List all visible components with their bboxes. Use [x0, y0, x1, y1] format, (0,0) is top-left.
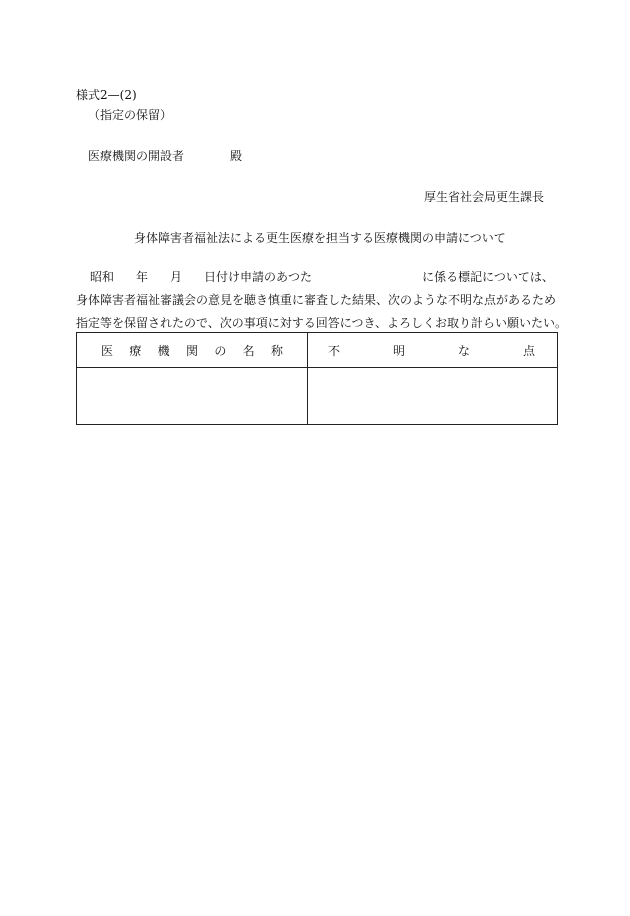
form-subtitle: （指定の保留） — [88, 108, 173, 122]
addressee-label: 医療機関の開設者 — [88, 149, 185, 163]
form-number: 様式2—(2) — [76, 88, 137, 102]
body-line-3: 指定等を保留されたので、次の事項に対する回答につき、よろしくお取り計らい願いたい。 — [76, 316, 568, 330]
header-char: 明 — [392, 343, 405, 358]
addressee — [88, 148, 242, 164]
era-label: 昭和 — [90, 270, 115, 284]
header-char: な — [457, 343, 470, 358]
date-phrase: 日付け申請のあつた — [204, 270, 313, 284]
header-char: 関 — [185, 343, 198, 358]
inquiry-table — [76, 332, 558, 425]
header-char: 療 — [129, 343, 142, 358]
table-row — [77, 368, 558, 425]
sender: 厚生省社会局更生課長 — [423, 190, 544, 204]
header-char: の — [214, 343, 227, 358]
header-char: 医 — [101, 343, 114, 358]
institution-name-cell — [77, 368, 308, 425]
body-paragraph — [76, 269, 568, 338]
document-title: 身体障害者福祉法による更生医療を担当する医療機関の申請について — [134, 231, 506, 245]
header-char: 称 — [270, 343, 283, 358]
body-line-1 — [76, 269, 556, 292]
header-char: 点 — [522, 343, 535, 358]
month-label: 月 — [170, 270, 183, 284]
column-header-unclear-points — [308, 333, 558, 368]
year-label: 年 — [136, 270, 149, 284]
body-line-2: 身体障害者福祉審議会の意見を聴き慎重に審査した結果、次のような不明な点があるため — [76, 293, 557, 307]
header-char: 不 — [328, 343, 341, 358]
unclear-points-cell — [308, 368, 558, 425]
header-char: 名 — [242, 343, 255, 358]
column-header-institution-name — [77, 333, 308, 368]
addressee-honorific: 殿 — [230, 149, 243, 163]
table-header-row — [77, 333, 558, 368]
header-char: 機 — [157, 343, 170, 358]
body-line-1-tail: に係る標記については、 — [422, 270, 554, 284]
